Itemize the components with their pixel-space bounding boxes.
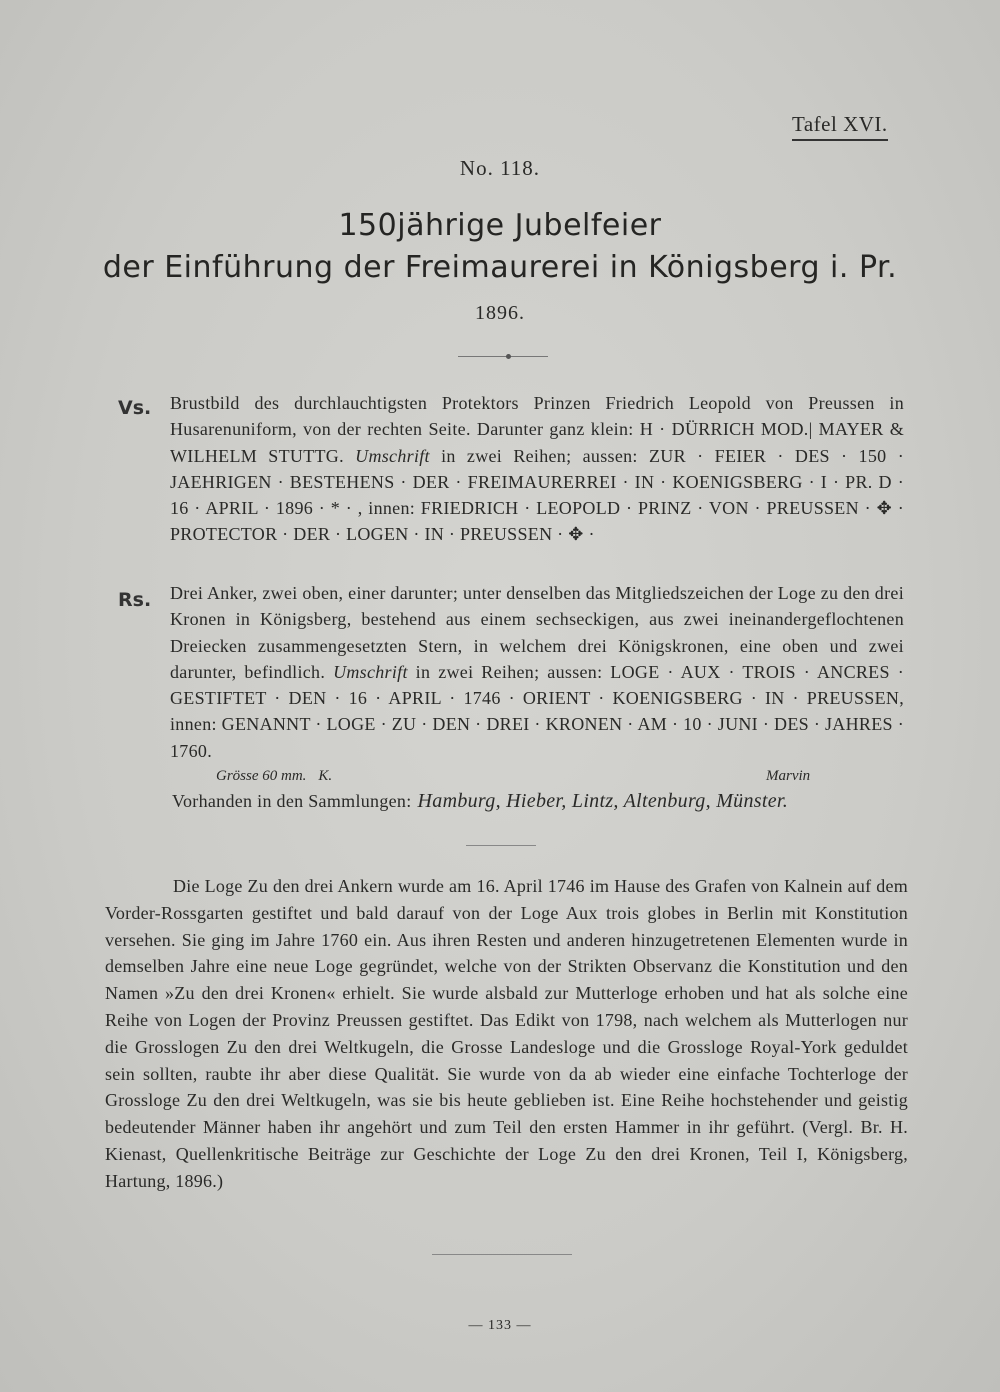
separator-line-bottom [432, 1254, 572, 1255]
obverse-description [170, 390, 904, 548]
commentary-paragraph: Die Loge Zu den drei Ankern wurde am 16. April 1746 im Hause des Grafen von Kalnein auf dem Vorder-Rossgarten gestiftet und bald darauf von der Loge Aux trois globes in Berlin mit Konstitution versehen. Sie ging im Jahre 1760 ein. Aus ihren Resten und anderen hinzugetretenen Elementen wurde in demselben Jahre eine neue Loge gegründet, welche von der Strikten Observanz die Konstitution und den Namen »Zu den drei Kronen« erhielt. Sie wurde alsbald zur Mutterloge erhoben und hat als solche eine Reihe von Logen der Provinz Preussen gestiftet. Das Edikt von 1798, nach welchem als Mutterlogen nur die Grosslogen Zu den drei Weltkugeln, die Grosse Landesloge und die Grossloge Royal-York geduldet sein sollten, raubte ihr aber diese Qualität. Sie wurde von da ab wieder eine einfache Tochterloge der Grossloge Zu den drei Weltkugeln, was sie bis heute geblieben ist. Eine Reihe hochstehender und geistig bedeutender Männer haben ihr angehört und zum Teil den ersten Hammer in ihr geführt. (Vergl. Br. H. Kienast, Quellenkritische Beiträge zur Geschichte der Loge Zu den drei Kronen, Teil I, Königsberg, Hartung, 1896.) [105, 876, 908, 1191]
separator-dot [506, 354, 511, 359]
separator-ornament [458, 356, 548, 357]
reverse-label: Rs. [118, 589, 152, 611]
medal-engraver: Marvin [766, 768, 811, 784]
collections-label: Vorhanden in den Sammlungen: [172, 791, 412, 811]
medal-size: Grösse 60 mm. [216, 768, 307, 784]
obverse-umschrift: Umschrift [355, 445, 430, 466]
page-number: — 133 — [468, 1318, 532, 1333]
title-line-2: der Einführung der Freimaurerei in Königsberg i. Pr. [102, 250, 898, 285]
year: 1896. [475, 302, 525, 324]
obverse-text-a: Brustbild des durchlauchtigsten Protektors Prinzen Friedrich Leopold von Preussen in Husarenuniform, von der rechten Seite. Darunter ganz klein: H · DÜRRICH MOD.| MAYER & WILHELM STUTTG. [170, 393, 904, 466]
obverse-text-b: in zwei Reihen; aussen: ZUR · FEIER · DES · 150 · JAEHRIGEN · BESTEHENS · DER · FREIMAURERREI · IN · KOENIGSBERG · I · PR. D · 16 · APRIL · 1896 · * · , innen: FRIEDRICH · LEOPOLD · PRINZ · VON · PREUSSEN · ✥ · PROTECTOR · DER · LOGEN · IN · PREUSSEN · ✥ · [170, 445, 904, 545]
entry-number: No. 118. [459, 156, 541, 180]
medal-metal: K. [318, 768, 333, 784]
reverse-umschrift: Umschrift [333, 661, 408, 682]
reverse-description [170, 580, 904, 764]
obverse-label: Vs. [118, 397, 152, 419]
collections-line [172, 790, 788, 813]
separator-line [466, 845, 536, 846]
medal-details [216, 768, 816, 785]
collections-list: Hamburg, Hieber, Lintz, Altenburg, Münster. [417, 790, 789, 812]
title-line-1: 150jährige Jubelfeier [338, 208, 662, 243]
reverse-text-b: in zwei Reihen; aussen: LOGE · AUX · TROIS · ANCRES · GESTIFTET · DEN · 16 · APRIL · 1746 · ORIENT · KOENIGSBERG · IN · PREUSSEN, innen: GENANNT · LOGE · ZU · DEN · DREI · KRONEN · AM · 10 · JUNI · DES · JAHRES · 1760. [170, 661, 904, 761]
reverse-text-a: Drei Anker, zwei oben, einer darunter; unter denselben das Mitgliedszeichen der Loge zu den drei Kronen in Königsberg, bestehend aus einem sechseckigen, aus zwei ineinandergeflochtenen Dreiecken zusammengesetzten Stern, in welchem drei Königskronen, eine oben und zwei darunter, befindlich. [170, 583, 904, 682]
plate-label: Tafel XVI. [792, 112, 888, 141]
